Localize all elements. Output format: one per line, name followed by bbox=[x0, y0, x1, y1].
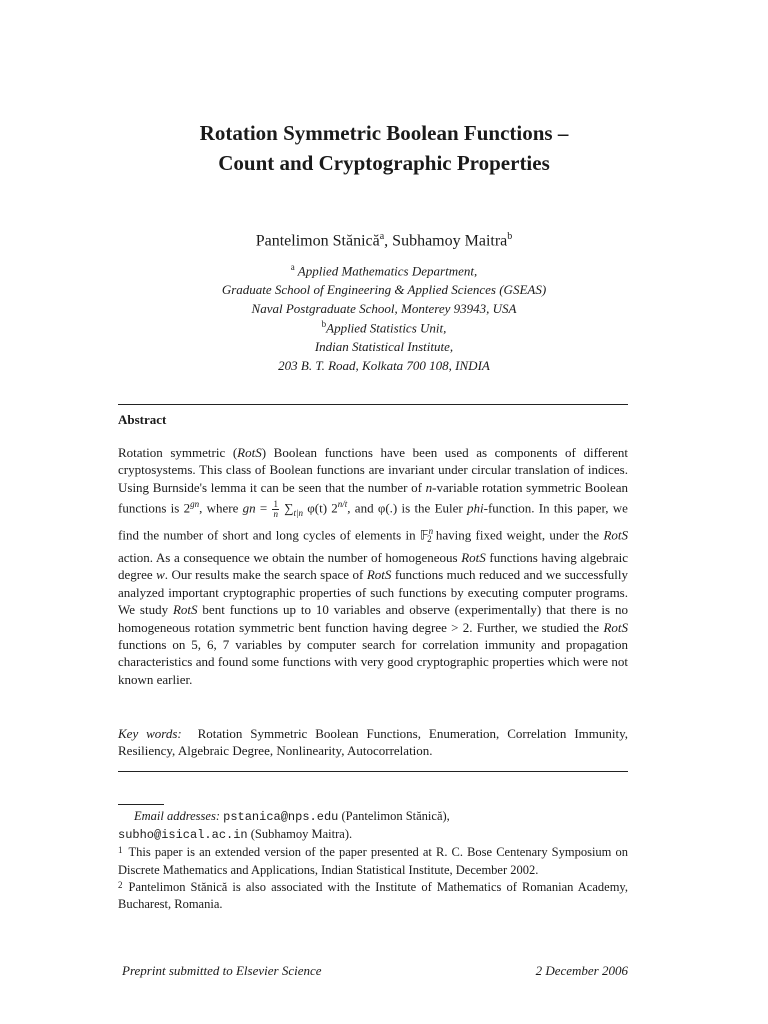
footnotes: Email addresses: pstanica@nps.edu (Pantelimon Stănică), subho@isical.ac.in (Subhamoy Maitra). $^1$ This paper is an extended version of the paper presented at R. C. Bose Centenary Symposium on Discrete Mathematics and Applications, Indian Statistical Institute, December 2002. $^2$ Pantelimon Stănică is also associated with the Institute of Mathematics of Romanian Academy, Bucharest, Romania. bbox=[118, 809, 628, 912]
affiliation-mark: a bbox=[290, 262, 295, 272]
footnote-text: This paper is an extended version of the paper presented at R. C. Bose Centenary Symposium on Discrete Mathematics and Applications, Indian Statistical Institute, December 2002. bbox=[118, 845, 628, 877]
author-name: Subhamoy Maitra bbox=[392, 232, 508, 250]
title-line-1: Rotation Symmetric Boolean Functions – bbox=[199, 121, 569, 145]
affiliation-line: Indian Statistical Institute, bbox=[314, 339, 454, 355]
email-label: Email addresses: bbox=[134, 809, 220, 823]
paper-title bbox=[0, 118, 768, 178]
footnote-rule bbox=[118, 804, 164, 805]
rots-term: RotS bbox=[237, 445, 262, 460]
footer-date: 2 December 2006 bbox=[535, 963, 628, 978]
footnote-text: Pantelimon Stănică is also associated with the Institute of Mathematics of Romanian Academy, Bucharest, Romania. bbox=[118, 879, 628, 912]
affiliation-b bbox=[0, 315, 768, 375]
abstract-top-rule bbox=[118, 404, 628, 405]
author-mark: b bbox=[507, 231, 513, 242]
keywords-text: Rotation Symmetric Boolean Functions, Enumeration, Correlation Immunity, Resiliency, Algebraic Degree, Nonlinearity, Autocorrelation. bbox=[118, 726, 629, 759]
affiliation-mark: b bbox=[321, 319, 327, 329]
footnote-mark: 1 bbox=[118, 845, 123, 856]
abstract-bottom-rule bbox=[118, 771, 628, 772]
keywords-label: Key words: bbox=[118, 726, 182, 741]
author-list: Pantelimon Stănică$^a$, Subhamoy Maitra$^b$ bbox=[255, 231, 513, 250]
affiliation-line: Graduate School of Engineering & Applied Sciences (GSEAS) bbox=[221, 282, 547, 298]
email-link[interactable]: subho@isical.ac.in bbox=[118, 828, 248, 843]
email-link[interactable]: pstanica@nps.edu bbox=[223, 810, 339, 824]
affiliation-line: Applied Mathematics Department, bbox=[297, 263, 478, 279]
affiliation-line: Applied Statistics Unit, bbox=[326, 320, 447, 336]
page-footer bbox=[122, 963, 628, 979]
author-name: Pantelimon Stănică bbox=[255, 232, 380, 250]
footer-preprint: Preprint submitted to Elsevier Science bbox=[122, 963, 322, 978]
affiliation-line: 203 B. T. Road, Kolkata 700 108, INDIA bbox=[278, 358, 490, 374]
abstract-heading: Abstract bbox=[118, 412, 167, 427]
footnote-mark: 2 bbox=[118, 879, 123, 890]
fraction: $\frac{1}{n}$ bbox=[273, 499, 278, 520]
abstract-body: Rotation symmetric (RotS) Boolean functions have been used as components of different cryptosystems. This class of Boolean functions are invariant under circular translation of indices. Using Burnside's lemma it can be seen that the number of n-variable rotation symmetric Boolean functions is $2^{gn}$, where gn = $\frac{1}{n}$ $\sum_{t|n}$ φ(t) $2^{n/t}$, and φ(.) is the Euler phi-function. In this paper, we find the number of short and long cycles of elements in 𝔽$^n_2$ having fixed weight, under the RotS action. As a consequence we obtain the number of homogeneous RotS functions having algebraic degree w. Our results make the search space of RotS functions much reduced and we successfully analyzed important cryptographic properties of such functions by executing computer programs. We study RotS bent functions up to 10 variables and observe (experimentally) that there is no homogeneous rotation symmetric bent function having degree > 2. Further, we studied the RotS functions on 5, 6, 7 variables by computer search for correlation immunity and propagation characteristics and found some functions with very good cryptographic properties which were not known earlier. bbox=[118, 445, 629, 687]
title-line-2: Count and Cryptographic Properties bbox=[218, 151, 550, 175]
affiliation-a bbox=[0, 258, 768, 318]
author-mark: a bbox=[379, 231, 385, 242]
keywords bbox=[118, 725, 628, 760]
affiliation-line: Naval Postgraduate School, Monterey 93943, USA bbox=[251, 301, 517, 317]
